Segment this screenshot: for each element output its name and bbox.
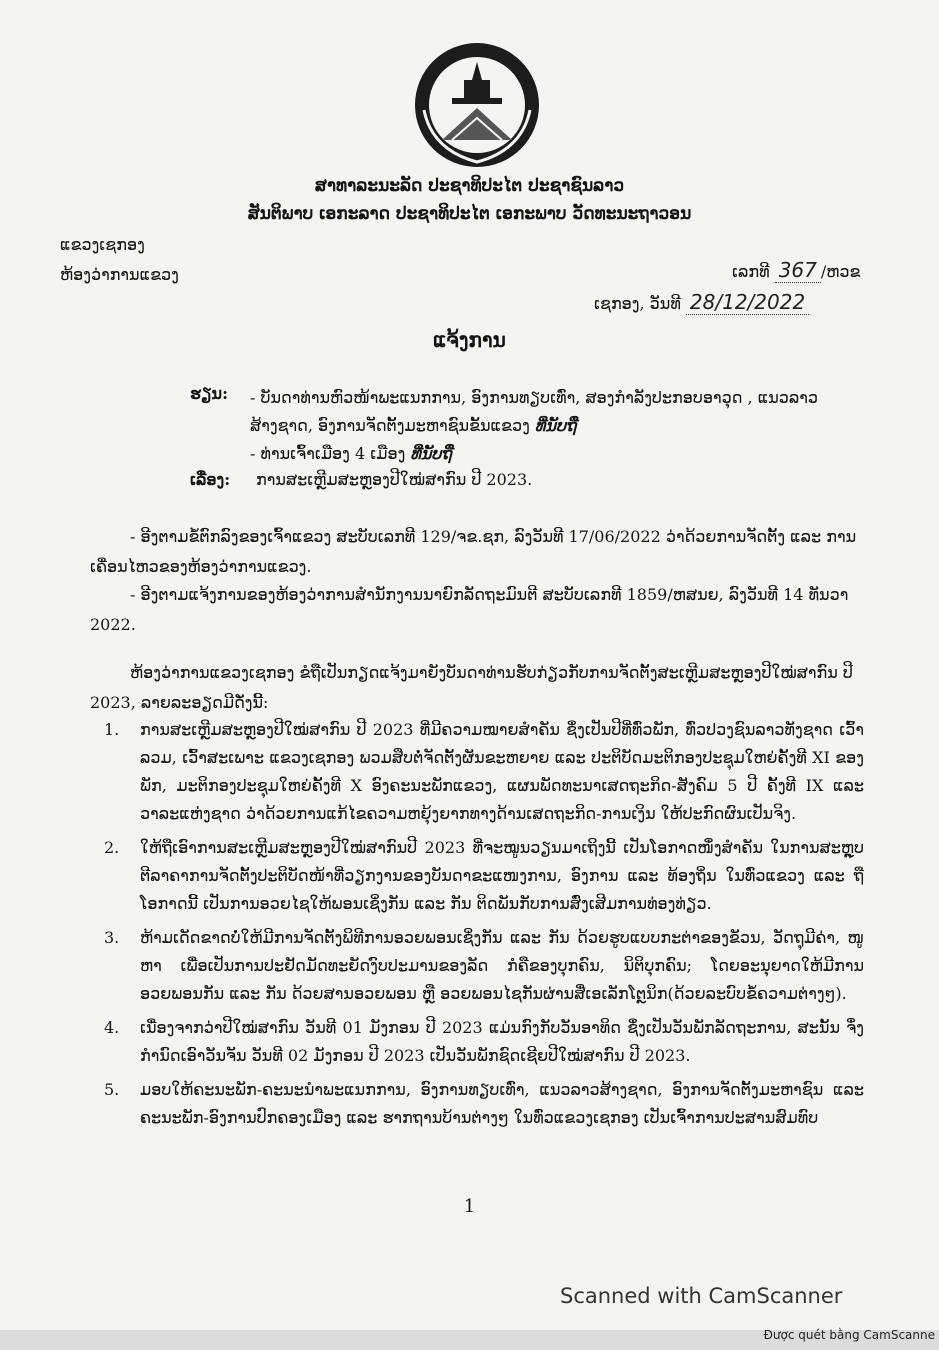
recipients-label: ຮຽນ: xyxy=(190,384,228,403)
list-item: 2. ໃຫ້ຖືເອົາການສະເຫຼີມສະຫຼອງປີໃໝ່ສາກົນປີ 2023 ທີ່ຈະໝູນວຽນມາເຖິງນີ້ ເປັນໂອກາດໜຶ່ງສຳຄັນ ໃນການສະຫຼຸບຕີລາຄາການຈັດຕັ້ງປະຕິບັດໜ້າທີ່ວຽກງານຂອງບັນດາຂະແໜງການ, ອົງການ ແລະ ທ້ອງຖິ່ນ ໃນທົ່ວແຂວງ ແລະ ຖືໂອກາດນີ້ ເປັນການອວຍໄຊໃຫ້ພອນເຊິ່ງກັນ ແລະ ກັນ ຕິດພັນກັບການສົ່ງເສີມການທ່ອງທ່ຽວ. xyxy=(104,838,864,913)
recipients-line-2: ສ້າງຊາດ, ອົງການຈັດຕັ້ງມະຫາຊົນຂັ້ນແຂວງ ທີ່ນັບຖື xyxy=(250,416,577,435)
recipients-line-2-emph: ທີ່ນັບຖື xyxy=(534,416,577,435)
footer-caption: Được quét bằng CamScanne xyxy=(763,1328,935,1342)
doc-number-value: 367 xyxy=(775,258,821,283)
paragraph-intro: ຫ້ອງວ່າການແຂວງເຊກອງ ຂໍຖືເປັນກຽດແຈ້ງມາຍັງບັນດາທ່ານຮັບກ່ຽວກັບການຈັດຕັ້ງສະເຫຼີມສະຫຼອງປີໃໝ່ສາກົນ ປີ 2023, ລາຍລະອຽດມີດັ່ງນີ້: xyxy=(90,663,853,712)
list-item: 1. ການສະເຫຼີມສະຫຼອງປີໃໝ່ສາກົນ ປີ 2023 ທີ່ມີຄວາມໝາຍສຳຄັນ ຊຶ່ງເປັນປີທີ່ທົ່ວພັກ, ທົ່ວປວງຊົນລາວທັງຊາດ ເວົ້າລວມ, ເວົ້າສະເພາະ ແຂວງເຊກອງ ພວມສືບຕໍ່ຈັດຕັ້ງຜັນຂະຫຍາຍ ແລະ ປະຕິບັດມະຕິກອງປະຊຸມໃຫຍ່ຄັ້ງທີ XI ຂອງພັກ, ມະຕິກອງປະຊຸມໃຫຍ່ຄັ້ງທີ X ອົງຄະນະພັກແຂວງ, ແຜນພັດທະນາເສດຖະກິດ-ສັງຄົມ 5 ປີ ຄັ້ງທີ IX ແລະ ວາລະແຫ່ງຊາດ ວ່າດ້ວຍການແກ້ໄຂຄວາມຫຍຸ້ງຍາກທາງດ້ານເສດຖະກິດ-ການເງິນ ໃຫ້ປະກົດຜົນເປັນຈິງ. xyxy=(104,720,864,823)
header-line-2: ສັນຕິພາບ ເອກະລາດ ປະຊາທິປະໄຕ ເອກະພາບ ວັດທະນະຖາວອນ xyxy=(247,204,692,224)
instruction-list xyxy=(104,716,864,1138)
doc-number-suffix: /ຫວຂ xyxy=(820,262,861,281)
page-number: 1 xyxy=(463,1196,476,1217)
list-item: 5. ມອບໃຫ້ຄະນະພັກ-ຄະນະນຳພະແນກການ, ອົງການທຽບເທົ່າ, ແນວລາວສ້າງຊາດ, ອົງການຈັດຕັ້ງມະຫາຊົນ ແລະ ຄະນະພັກ-ອົງການປົກຄອງເມືອງ ແລະ ຮາກຖານບ້ານຕ່າງໆ ໃນທົ່ວແຂວງເຊກອງ ເປັນເຈົ້າການປະສານສົມທົບ xyxy=(104,1080,864,1127)
doc-number-label: ເລກທີ xyxy=(732,262,770,281)
paragraph-reference-2: - ອີງຕາມແຈ້ງການຂອງຫ້ອງວ່າການສຳນັກງານນາຍົກລັດຖະມົນຕີ ສະບັບເລກທີ 1859/ຫສນຍ, ລົງວັນທີ 14 ທັນວາ 2022. xyxy=(90,585,849,634)
subject-label: ເລື່ອງ: xyxy=(190,470,231,489)
recipients-line-1: - ບັນດາທ່ານຫົວໜ້າພະແນກການ, ອົງການທຽບເທົ່າ, ສອງກຳລັງປະກອບອາວຸດ , ແນວລາວ xyxy=(250,388,819,407)
recipients-line-3-emph: ທີ່ນັບຖື xyxy=(410,444,452,463)
national-emblem-icon xyxy=(412,40,542,170)
header-line-1: ສາທາລະນະລັດ ປະຊາທິປະໄຕ ປະຊາຊົນລາວ xyxy=(314,176,625,196)
issuer-province: ແຂວງເຊກອງ xyxy=(60,235,145,254)
scanner-watermark: Scanned with CamScanner xyxy=(560,1284,843,1308)
date-label: ເຊກອງ, ວັນທີ xyxy=(594,294,681,313)
document-number xyxy=(732,258,860,282)
recipients-block xyxy=(250,384,870,468)
date-value: 28/12/2022 xyxy=(686,290,809,315)
list-item: 3. ຫ້າມເດັດຂາດບໍ່ໃຫ້ມີການຈັດຕັ້ງພິທີການອວຍພອນເຊິ່ງກັນ ແລະ ກັນ ດ້ວຍຮູບແບບກະຕ່າຂອງຂັວນ, ວັດຖຸມີຄ່າ, ໜູຫາ ເພື່ອເປັນການປະຢັດມັດທະຍັດງົບປະມານຂອງລັດ ກໍຄືຂອງບຸກຄົນ, ນິຕິບຸກຄົນ; ໂດຍອະນຸຍາດໃຫ້ມີການອວຍພອນກັນ ແລະ ກັນ ດ້ວຍສານອວຍພອນ ຫຼື ອວຍພອນໄຊກັນຜ່ານສື່ເອເລັກໂຕຼນິກ(ດ້ວຍລະບົບຂໍ້ຄວາມຕ່າງໆ). xyxy=(104,928,864,1003)
recipients-line-3: - ທ່ານເຈົ້າເມືອງ 4 ເມືອງ ທີ່ນັບຖື xyxy=(250,444,452,463)
page-title: ແຈ້ງການ xyxy=(433,328,506,352)
issuer-block xyxy=(60,230,179,290)
document-date xyxy=(594,290,809,314)
subject-text: ການສະເຫຼີມສະຫຼອງປີໃໝ່ສາກົນ ປີ 2023. xyxy=(256,470,533,489)
list-item: 4. ເນື່ອງຈາກວ່າປີໃໝ່ສາກົນ ວັນທີ 01 ມັງກອນ ປີ 2023 ແມ່ນກົງກັບວັນອາທິດ ຊຶ່ງເປັນວັນພັກລັດຖະການ, ສະນັ້ນ ຈຶ່ງກຳນົດເອົາວັນຈັນ ວັນທີ 02 ມັງກອນ ປີ 2023 ເປັນວັນພັກຊົດເຊີຍປີໃໝ່ສາກົນ ປີ 2023. xyxy=(104,1018,864,1065)
paragraph-reference-1: - ອີງຕາມຂໍ້ຕົກລົງຂອງເຈົ້າແຂວງ ສະບັບເລກທີ 129/ຈຂ.ຊກ, ລົງວັນທີ 17/06/2022 ວ່າດ້ວຍການຈັດຕັ້ງ ແລະ ການເຄື່ອນໄຫວຂອງຫ້ອງວ່າການແຂວງ. xyxy=(90,527,857,576)
issuer-office: ຫ້ອງວ່າການແຂວງ xyxy=(60,265,179,284)
